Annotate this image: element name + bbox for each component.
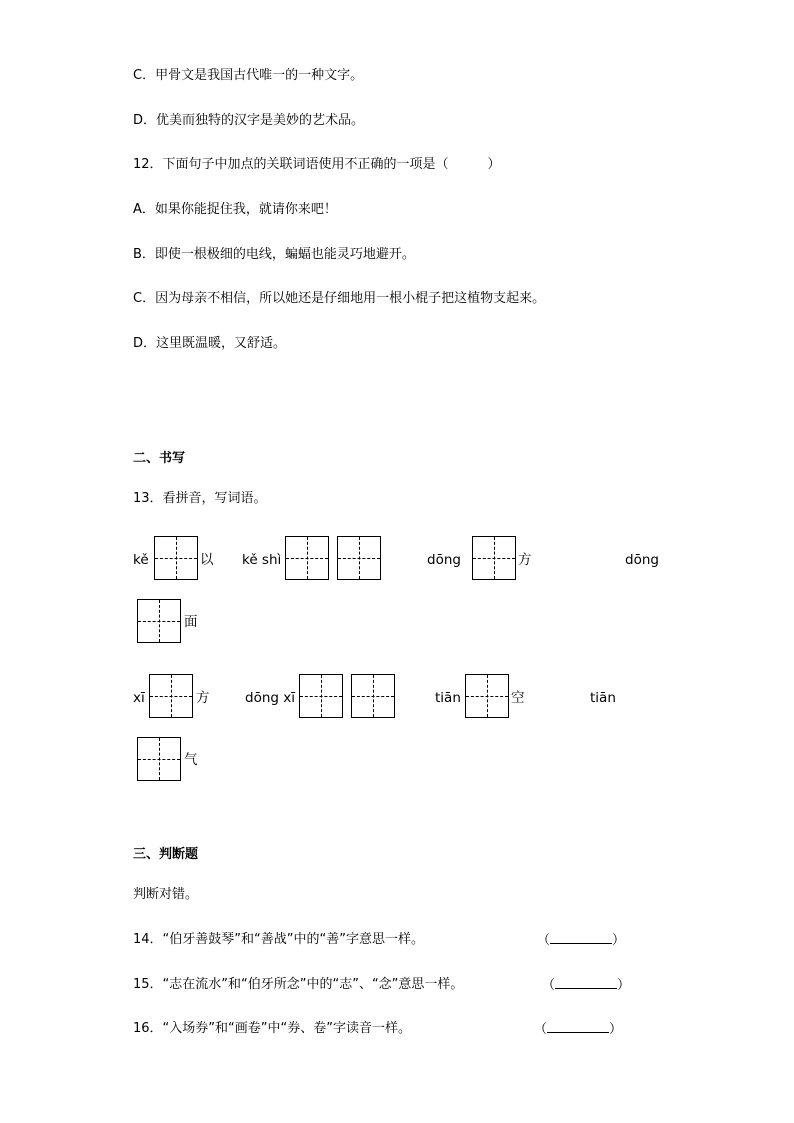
q15-statement: 15．“志在流水”和“伯牙所念”中的“志”、“念”意思一样。 [133,977,464,992]
given-char: 方 [518,552,532,568]
writing-grid-box[interactable] [351,674,395,718]
q14-answer-blank[interactable] [537,931,625,950]
given-char: 面 [184,614,198,630]
q12-option-a: A．如果你能捉住我，就请你来吧！ [133,202,337,217]
answer-line[interactable] [547,1020,609,1033]
writing-grid-box[interactable] [285,536,329,580]
answer-line[interactable] [550,931,612,944]
section-3-title: 三、判断题 [133,847,199,862]
given-char: 气 [184,752,198,768]
writing-grid-box[interactable] [299,674,343,718]
given-char: 空 [511,690,525,706]
pinyin-ke: kě [133,552,149,568]
writing-grid-box[interactable] [149,674,193,718]
q11-option-d: D．优美而独特的汉字是美妙的艺术品。 [133,113,365,128]
answer-line[interactable] [555,976,617,989]
judge-instruction: 判断对错。 [133,887,199,902]
pinyin-xi: xī [133,690,145,706]
pinyin-tian: tiān [590,690,616,706]
open-paren: （ [537,933,551,948]
open-paren: （ [542,978,556,993]
q12-option-d: D．这里既温暖，又舒适。 [133,336,287,351]
q14-statement: 14．“伯牙善鼓琴”和“善战”中的“善”字意思一样。 [133,932,424,947]
writing-grid-box[interactable] [137,737,181,781]
pinyin-ke-shi: kě shì [242,552,282,568]
given-char: 以 [200,552,214,568]
writing-grid-box[interactable] [472,536,516,580]
pinyin-dong: dōng [427,552,461,568]
q11-option-c: C．甲骨文是我国古代唯一的一种文字。 [133,68,364,83]
pinyin-tian: tiān [435,690,461,706]
given-char: 方 [196,690,210,706]
close-paren: ） [609,1022,623,1037]
open-paren: （ [534,1022,548,1037]
pinyin-dong-xi: dōng xī [245,690,295,706]
close-paren: ） [617,978,631,993]
q12-option-c: C．因为母亲不相信，所以她还是仔细地用一根小棍子把这植物支起来。 [133,291,546,306]
q16-statement: 16．“入场券”和“画卷”中“券、卷”字读音一样。 [133,1021,411,1036]
q16-answer-blank[interactable] [534,1020,622,1039]
q12-option-b: B．即使一根极细的电线，蝙蝠也能灵巧地避开。 [133,247,415,262]
q13-stem: 13．看拼音，写词语。 [133,491,267,506]
writing-grid-box[interactable] [337,536,381,580]
q15-answer-blank[interactable] [542,976,630,995]
pinyin-dong: dōng [625,552,659,568]
q12-stem: 12．下面句子中加点的关联词语使用不正确的一项是（ ） [133,157,501,172]
writing-grid-box[interactable] [465,674,509,718]
close-paren: ） [612,933,626,948]
section-2-title: 二、书写 [133,451,186,466]
writing-grid-box[interactable] [154,536,198,580]
writing-grid-box[interactable] [137,599,181,643]
